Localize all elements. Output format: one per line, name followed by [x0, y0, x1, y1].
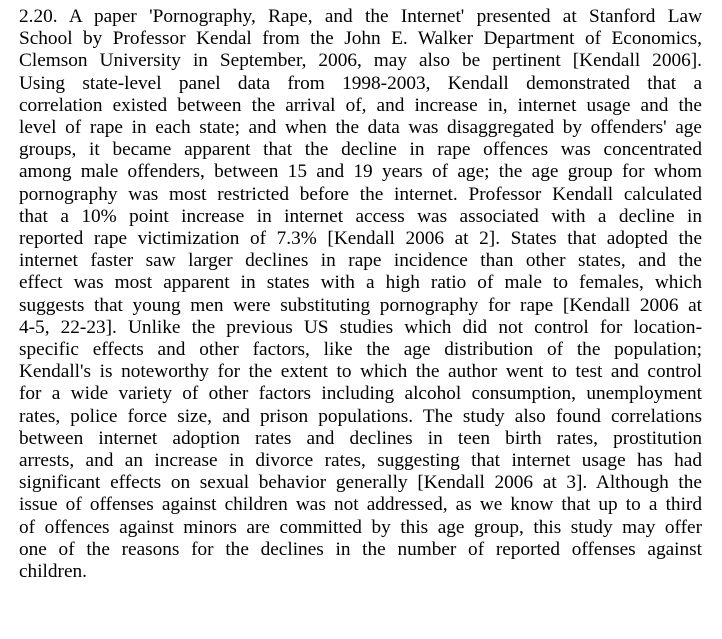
- paragraph-line: suggests that young men were substituting pornography for rape [Kendall 2006 at: [19, 294, 702, 316]
- paragraph-line: specific effects and other factors, like the age distribution of the population;: [19, 339, 702, 361]
- paragraph-line: Clemson University in September, 2006, may also be pertinent [Kendall 2006].: [19, 50, 702, 72]
- paragraph-line: correlation existed between the arrival of, and increase in, internet usage and the: [19, 94, 702, 116]
- paragraph-line: 2.20. A paper 'Pornography, Rape, and the Internet' presented at Stanford Law: [19, 6, 702, 27]
- paragraph-line: Using state-level panel data from 1998-2003, Kendall demonstrated that a: [19, 72, 702, 94]
- paragraph-line: among male offenders, between 15 and 19 years of age; the age group for whom: [19, 161, 702, 183]
- paragraph-2-20: [19, 6, 702, 583]
- paragraph-line: pornography was most restricted before the internet. Professor Kendall calculated: [19, 183, 702, 205]
- paragraph-line: groups, it became apparent that the decline in rape offences was concentrated: [19, 139, 702, 161]
- paragraph-line: School by Professor Kendal from the John E. Walker Department of Economics,: [19, 28, 702, 50]
- paragraph-line: between internet adoption rates and declines in teen birth rates, prostitution: [19, 427, 702, 449]
- paragraph-line: significant effects on sexual behavior generally [Kendall 2006 at 3]. Although the: [19, 472, 702, 494]
- paragraph-line: for a wide variety of other factors including alcohol consumption, unemployment: [19, 383, 702, 405]
- paragraph-line: one of the reasons for the declines in the number of reported offenses against: [19, 538, 702, 560]
- paragraph-line: internet faster saw larger declines in rape incidence than other states, and the: [19, 250, 702, 272]
- paragraph-line: Kendall's is noteworthy for the extent to which the author went to test and control: [19, 361, 702, 383]
- paragraph-line: rates, police force size, and prison populations. The study also found correlations: [19, 405, 702, 427]
- paragraph-line: issue of offenses against children was not addressed, as we know that up to a third: [19, 494, 702, 516]
- paragraph-line: that a 10% point increase in internet access was associated with a decline in: [19, 205, 702, 227]
- paragraph-line: children.: [19, 561, 87, 583]
- paragraph-line: level of rape in each state; and when the data was disaggregated by offenders' age: [19, 117, 702, 139]
- paragraph-line: reported rape victimization of 7.3% [Kendall 2006 at 2]. States that adopted the: [19, 228, 702, 250]
- paragraph-line: 4-5, 22-23]. Unlike the previous US studies which did not control for location-: [19, 316, 702, 338]
- paragraph-line: effect was most apparent in states with a high ratio of male to females, which: [19, 272, 702, 294]
- paragraph-line: arrests, and an increase in divorce rates, suggesting that internet usage has had: [19, 450, 702, 472]
- paragraph-line: of offences against minors are committed by this age group, this study may offer: [19, 516, 702, 538]
